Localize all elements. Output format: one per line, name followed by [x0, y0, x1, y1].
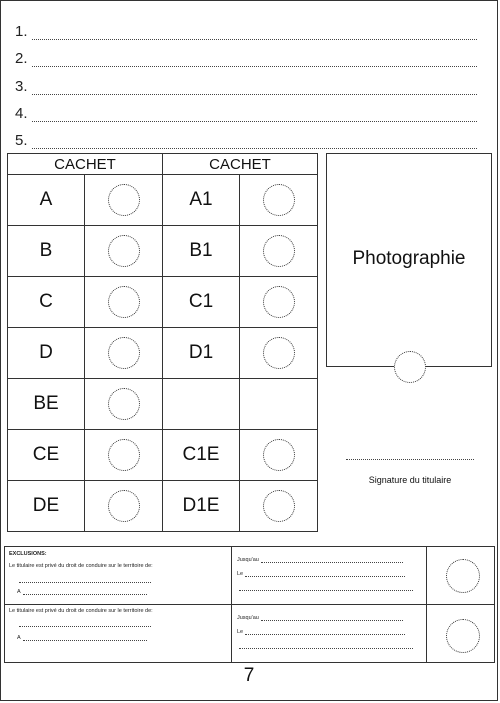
stamp-cell	[85, 430, 163, 481]
jusquau-label: Jusqu'au	[237, 557, 259, 563]
category-row	[8, 226, 318, 277]
blank-line	[237, 585, 413, 591]
category-row	[8, 481, 318, 532]
stamp-cell-empty	[240, 379, 318, 430]
a-label: A	[17, 635, 21, 641]
jusquau-label: Jusqu'au	[237, 615, 259, 621]
numbered-line-1	[15, 23, 477, 40]
category-label: B	[8, 226, 85, 277]
stamp-circle	[108, 388, 140, 420]
numbered-line-2	[15, 50, 477, 67]
stamp-circle	[108, 286, 140, 318]
line-number: 1.	[15, 23, 28, 40]
line-number: 2.	[15, 50, 28, 67]
le-label: Le	[237, 629, 244, 635]
page-number: 7	[243, 665, 255, 686]
a-label: A	[17, 589, 21, 595]
stamp-circle	[263, 490, 295, 522]
stamp-cell	[85, 379, 163, 430]
stamp-cell	[85, 328, 163, 379]
signature-label: Signature du titulaire	[368, 475, 452, 485]
stamp-cell	[240, 277, 318, 328]
category-label: B1	[163, 226, 240, 277]
stamp-cell	[240, 481, 318, 532]
stamp-circle	[446, 559, 480, 593]
category-label: C	[8, 277, 85, 328]
a-field	[17, 635, 147, 641]
stamp-circle	[263, 286, 295, 318]
category-row	[8, 379, 318, 430]
stamp-circle	[108, 439, 140, 471]
divider	[231, 547, 232, 662]
category-row	[8, 175, 318, 226]
le-label: Le	[237, 571, 244, 577]
stamp-cell	[240, 175, 318, 226]
category-label: C1E	[163, 430, 240, 481]
stamp-cell	[85, 175, 163, 226]
blank-line	[237, 643, 413, 649]
photo-box	[326, 153, 492, 367]
a-field	[17, 589, 147, 595]
exclusions-box	[4, 546, 495, 663]
category-row	[8, 430, 318, 481]
line-number: 4.	[15, 105, 28, 122]
stamp-circle	[108, 490, 140, 522]
signature-line	[346, 459, 474, 460]
stamp-circle	[263, 184, 295, 216]
line-number: 3.	[15, 78, 28, 95]
line-number: 5.	[15, 132, 28, 149]
le-field	[237, 571, 405, 577]
numbered-line-5	[15, 132, 477, 149]
category-label-empty	[163, 379, 240, 430]
category-label: DE	[8, 481, 85, 532]
stamp-cell	[85, 226, 163, 277]
stamp-circle	[108, 337, 140, 369]
le-field	[237, 629, 405, 635]
territory-line	[17, 621, 151, 627]
stamp-circle	[263, 439, 295, 471]
numbered-line-4	[15, 105, 477, 122]
stamp-circle	[263, 235, 295, 267]
stamp-circle	[108, 184, 140, 216]
exclusions-text: Le titulaire est privé du droit de conduire sur le territoire de:	[9, 608, 153, 614]
category-row	[8, 277, 318, 328]
exclusions-title: EXCLUSIONS:	[9, 551, 47, 557]
stamp-circle	[108, 235, 140, 267]
stamp-cell	[85, 277, 163, 328]
divider	[426, 547, 427, 662]
categories-table	[7, 153, 318, 532]
cachet-header-left: CACHET	[8, 154, 163, 175]
stamp-circle	[263, 337, 295, 369]
category-row	[8, 328, 318, 379]
cachet-header-right: CACHET	[163, 154, 318, 175]
jusquau-field	[237, 557, 403, 563]
stamp-cell	[240, 328, 318, 379]
stamp-cell	[240, 226, 318, 277]
category-label: D	[8, 328, 85, 379]
jusquau-field	[237, 615, 403, 621]
territory-line	[17, 577, 151, 583]
category-label: D1	[163, 328, 240, 379]
category-label: A	[8, 175, 85, 226]
category-label: D1E	[163, 481, 240, 532]
category-label: BE	[8, 379, 85, 430]
photo-label: Photographie	[352, 248, 466, 269]
category-label: A1	[163, 175, 240, 226]
category-label: CE	[8, 430, 85, 481]
stamp-circle	[446, 619, 480, 653]
photo-stamp-circle	[394, 351, 426, 383]
numbered-line-3	[15, 78, 477, 95]
category-label: C1	[163, 277, 240, 328]
stamp-cell	[240, 430, 318, 481]
exclusions-text: Le titulaire est privé du droit de conduire sur le territoire de:	[9, 563, 153, 569]
divider	[5, 604, 494, 605]
stamp-cell	[85, 481, 163, 532]
